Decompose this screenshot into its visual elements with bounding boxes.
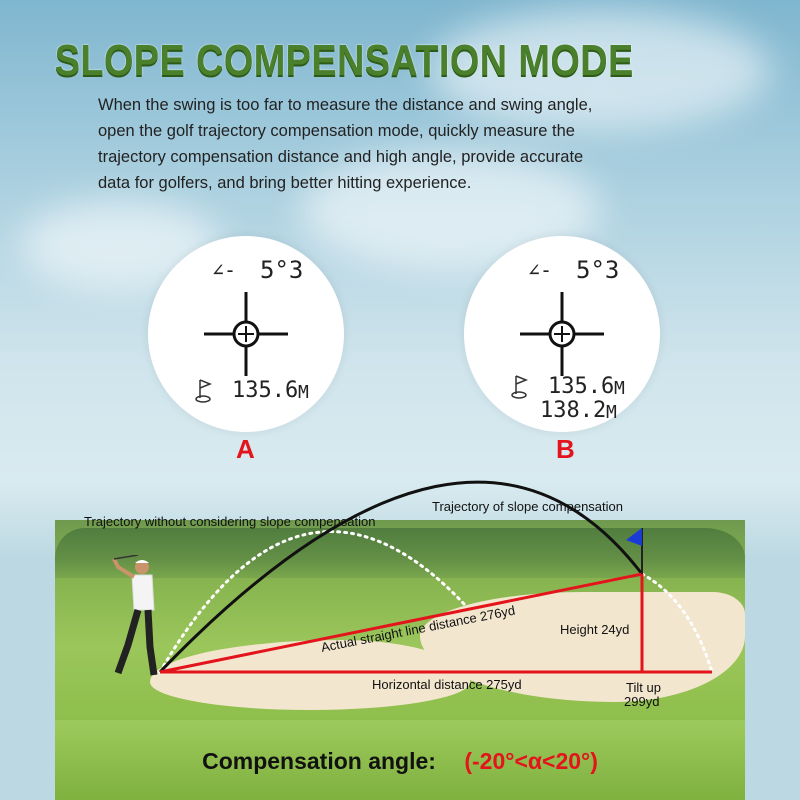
flag-icon xyxy=(626,528,642,546)
compensated-unit: M xyxy=(606,402,617,423)
label-straight-line: Actual straight line distance 276yd xyxy=(319,602,517,655)
compensation-label: Compensation angle: xyxy=(202,748,436,774)
distance-value: 135.6 xyxy=(548,374,615,399)
distance-unit: M xyxy=(298,382,309,403)
compensation-range: (-20°<α<20°) xyxy=(464,748,598,774)
label-tilt-distance: 299yd xyxy=(624,694,660,709)
label-trajectory-without: Trajectory without considering slope compensation xyxy=(84,514,376,529)
description-text: When the swing is too far to measure the distance and swing angle, open the golf trajectory compensation mode, quickly measure the trajectory compensation distance and high angle, provide accurate data for golfers, and bring better hitting experience. xyxy=(98,96,593,192)
label-trajectory-with: Trajectory of slope compensation xyxy=(432,499,624,514)
label-tilt-up: Tilt up xyxy=(626,680,661,695)
distance-unit: M xyxy=(614,378,625,399)
angle-value: 5°3 xyxy=(260,256,304,284)
variant-label-a: A xyxy=(236,434,255,464)
label-horizontal: Horizontal distance 275yd xyxy=(372,677,522,692)
distance-value: 135.6 xyxy=(232,378,299,403)
angle-prefix: ∠- xyxy=(212,258,237,282)
angle-value: 5°3 xyxy=(576,256,620,284)
angle-prefix: ∠- xyxy=(528,258,553,282)
variant-label-b: B xyxy=(556,434,575,464)
trajectory-dashed-extension xyxy=(642,574,712,672)
compensation-angle xyxy=(0,748,800,775)
page-title: SLOPE COMPENSATION MODE xyxy=(54,36,634,85)
compensated-distance: 138.2 xyxy=(540,398,607,423)
label-height: Height 24yd xyxy=(560,622,630,637)
trajectory-without-curve xyxy=(160,532,465,672)
